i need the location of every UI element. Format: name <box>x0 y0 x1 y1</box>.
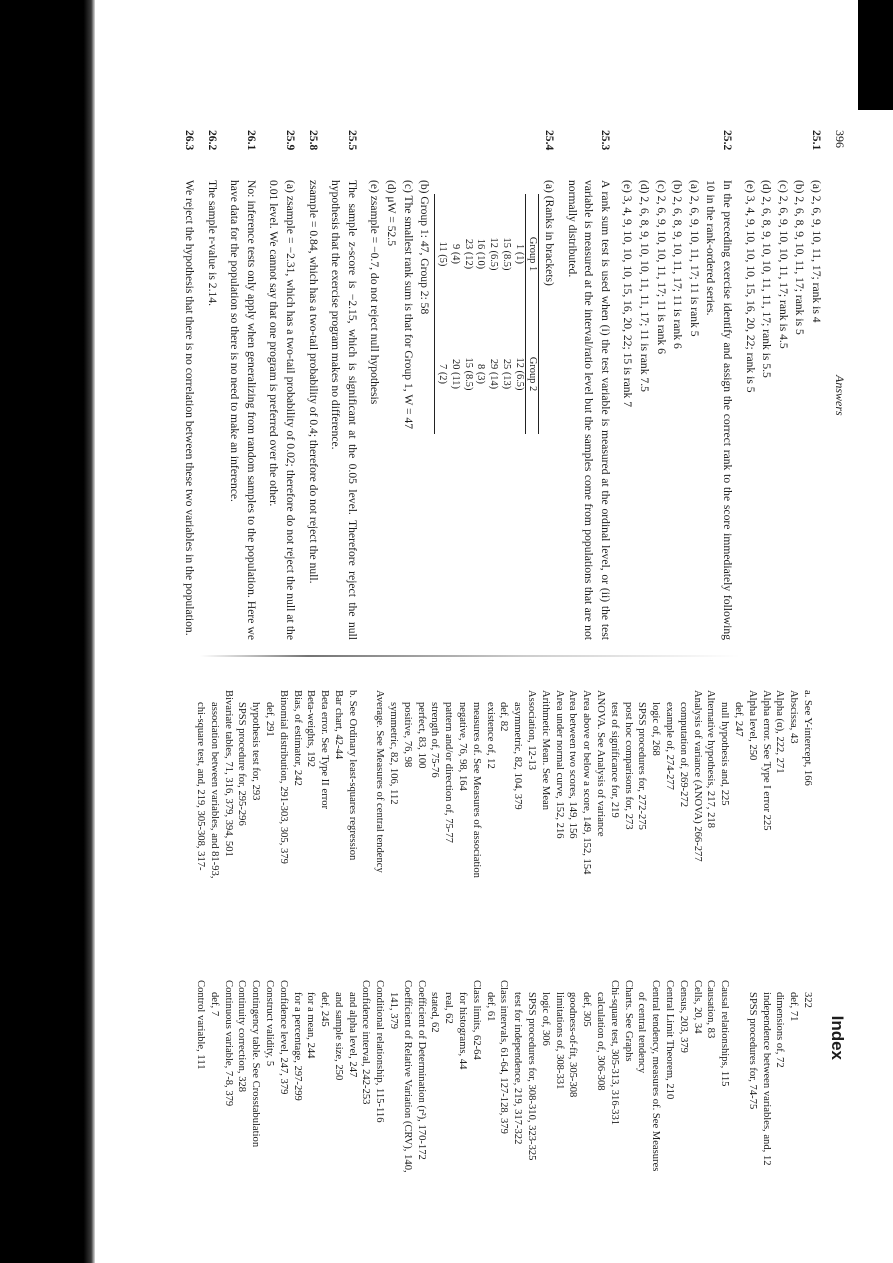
index-entry: Confidence interval, 242-253 <box>360 980 372 1105</box>
index-entry: def, 291 <box>263 702 275 737</box>
index-entry: of central tendency <box>636 992 648 1074</box>
answer-body <box>563 180 613 640</box>
index-entry: Alpha error. See Type I error 225 <box>760 690 772 831</box>
table-row <box>512 194 525 434</box>
index-entry: existence of, 12 <box>484 702 496 769</box>
table-cell: 1 (1) <box>513 244 525 264</box>
index-entry: for histograms, 44 <box>457 992 469 1070</box>
index-entry: perfect, 83, 100 <box>415 702 427 769</box>
index-entry: Causal relationships, 115 <box>719 980 731 1087</box>
index-entry: goodness-of-fit, 305-308 <box>567 992 579 1098</box>
index-entry: Contingency table. See Crosstabulation <box>250 980 262 1148</box>
answers-page <box>183 130 848 640</box>
answer-number: 25.4 <box>543 130 557 151</box>
index-entry: def, 245 <box>319 992 331 1027</box>
index-entry: real, 62 <box>443 992 455 1024</box>
answer-paragraph: (a) zsample = −2.31, which has a two-tail probability of 0.02; therefore do not reject the null at the 0.01 level. We cannot say that one program is preferred over the other. <box>267 180 297 640</box>
index-entry: Association, 12-13 <box>526 690 538 771</box>
answer-paragraph: No: inference tests only apply when generalizing from random samples to the population. Here we have data for the population so there is no need to make an inference. <box>228 180 258 640</box>
answer-line: (e) 3, 4, 9, 10, 10, 10, 15, 16, 20, 22; 15 is rank 7 <box>621 180 635 408</box>
index-entry: Census, 203, 379 <box>677 980 689 1053</box>
index-entry: Continuous variable, 7-8, 379 <box>222 980 234 1107</box>
index-entry: SPSS procedures for, 74-75 <box>746 992 758 1110</box>
index-title: Index <box>828 1015 847 1060</box>
index-entry: Average. See Measures of central tendency <box>374 690 386 873</box>
answer-item <box>265 130 298 640</box>
index-entry: stated, 62 <box>429 992 441 1033</box>
index-entry: Area under normal curve, 152, 216 <box>553 690 565 839</box>
index-entry: measures of. See Measures of association <box>470 702 482 878</box>
index-entry: chi-square test, and, 219, 305-308, 317- <box>194 702 206 871</box>
index-entry: negative, 76, 98, 164 <box>457 702 469 791</box>
answer-item <box>327 130 360 640</box>
index-entry: Central Limit Theorem, 210 <box>664 980 676 1100</box>
table-cell: 8 (3) <box>475 364 487 384</box>
answer-number: 25.8 <box>306 130 320 151</box>
index-entry: Bivariate tables, 71, 316, 379, 394, 501 <box>222 690 234 857</box>
answer-number: 25.9 <box>283 130 297 151</box>
index-entry: def, 82 <box>498 702 510 732</box>
answer-body <box>226 180 259 640</box>
answer-line: (c) The smallest rank sum is that for Group 1, W = 47 <box>401 180 415 429</box>
index-entry: Binomial distribution, 291-303, 305, 379 <box>277 690 289 864</box>
table-row <box>499 194 512 434</box>
answer-line: (e) 3, 4, 9, 10, 10, 10, 15, 16, 20, 22; rank is 5 <box>743 180 757 393</box>
table-cell: 7 (2) <box>435 314 448 434</box>
index-entry: test for independence, 219, 317-322 <box>512 992 524 1145</box>
index-entry: Bias, of estimator, 242 <box>291 690 303 786</box>
index-spacer <box>731 980 745 1250</box>
table-header: Group 2 <box>527 356 539 392</box>
table-row <box>448 194 461 434</box>
index-entry: Area between two scores, 149, 156 <box>567 690 579 839</box>
index-entry: Beta-weights, 192 <box>305 690 317 768</box>
table-cell: 25 (13) <box>500 358 512 390</box>
index-entry: asymmetric, 82, 104, 379 <box>512 702 524 810</box>
answer-line: (b) 2, 6, 8, 9, 10, 11, 17; rank is 5 <box>793 180 807 335</box>
answer-item <box>304 130 321 640</box>
index-entry: Confidence level, 247, 379 <box>277 980 289 1095</box>
index-column-1 <box>193 690 814 960</box>
index-spacer <box>359 690 373 960</box>
page-gutter <box>200 655 740 657</box>
scan-shadow-left <box>0 0 95 1263</box>
index-entry: def, 71 <box>788 992 800 1022</box>
index-entry: test of significance for, 219 <box>608 702 620 818</box>
table-cell: 12 (6.5) <box>513 357 525 391</box>
index-entry: for a mean, 244 <box>305 992 317 1059</box>
answer-body <box>180 180 197 640</box>
index-entry: 141, 379 <box>388 992 400 1030</box>
index-entry: symmetric, 82, 106, 112 <box>388 702 400 805</box>
index-entry: Control variable, 111 <box>194 980 206 1070</box>
index-entry: Abscissa, 43 <box>788 690 800 744</box>
answer-item <box>619 130 735 640</box>
index-entry: def, 7 <box>208 992 220 1017</box>
table-row <box>474 194 487 434</box>
answer-item <box>563 130 613 640</box>
ranks-table <box>434 194 539 434</box>
index-entry: Analysis of variance (ANOVA) 266-277 <box>691 690 703 862</box>
index-entry: b. See Ordinary least-squares regression <box>346 690 358 861</box>
index-entry: Central tendency, measures of. See Measures <box>650 980 662 1172</box>
table-row <box>435 194 448 434</box>
table-cell: 11 (5) <box>435 194 448 314</box>
index-entry: Conditional relationship, 115-116 <box>374 980 386 1123</box>
answer-number: 25.5 <box>345 130 359 151</box>
index-entry: Class intervals, 61-64, 127-128, 379 <box>498 980 510 1134</box>
answer-line: (a) 2, 6, 9, 10, 11, 17; 11 is rank 5 <box>687 180 701 337</box>
answer-line: (e) zsample = −0.7, do not reject null hypothesis <box>368 180 382 405</box>
answer-number: 25.2 <box>721 130 735 151</box>
answer-paragraph: We reject the hypothesis that there is no correlation between these two variables in the population. <box>183 180 196 636</box>
answer-paragraph: A rank sum test is used when (i) the test variable is measured at the ordinal level, or (ii) the test variable is measured at the interval/ratio level but the samples come from populations that are not normally distributed. <box>565 180 612 640</box>
page-number: 396 <box>833 130 847 148</box>
answer-body <box>741 180 824 640</box>
answer-item <box>203 130 220 640</box>
running-head: Answers <box>833 375 847 416</box>
index-entry: calculation of, 306-308 <box>595 992 607 1091</box>
answer-body <box>265 180 298 640</box>
index-entry: Coefficient of Determination (r²), 170-172 <box>415 980 427 1160</box>
table-cell: 15 (8.5) <box>462 357 474 391</box>
answer-line: (d) 2, 6, 8, 9, 10, 10, 11, 11, 17; rank is 5.5 <box>760 180 774 378</box>
index-entry: logic of, 306 <box>539 992 551 1046</box>
answer-number: 26.3 <box>183 130 196 151</box>
index-entry: and alpha level, 247 <box>346 992 358 1078</box>
index-entry: 322 <box>802 992 813 1008</box>
answer-item <box>180 130 197 640</box>
answer-paragraph: The sample z-score is −2.15, which is significant at the 0.05 level. Therefore reject the null hypothesis that the exercise program makes no difference. <box>329 180 359 640</box>
answer-number: 26.1 <box>244 130 258 151</box>
answer-line: (b) Group 1: 47, Group 2: 58 <box>418 180 432 315</box>
table-row <box>486 194 499 434</box>
index-entry: Causation, 83 <box>705 980 717 1039</box>
index-entry: Alpha level, 250 <box>746 690 758 761</box>
table-cell: 9 (4) <box>449 244 461 264</box>
index-entry: example of, 274-277 <box>664 702 676 790</box>
answer-line: (a) 2, 6, 9, 10, 11, 17; rank is 4 <box>810 180 823 323</box>
answer-line: (c) 2, 6, 9, 10, 10, 11, 17; 11 is rank 6 <box>654 180 668 354</box>
index-entry: for a percentage, 297-299 <box>291 992 303 1101</box>
answer-body <box>304 180 321 640</box>
index-entry: and sample size, 250 <box>332 992 344 1081</box>
answer-line: (d) 2, 6, 8, 9, 10, 10, 11, 11, 17; 11 is rank 7.5 <box>638 180 652 392</box>
answer-body <box>366 180 557 640</box>
answer-number: 26.2 <box>205 130 219 151</box>
answer-number: 25.3 <box>598 130 612 151</box>
index-entry: Continuity correction, 328 <box>236 980 248 1093</box>
index-entry: Alpha (α), 222, 271 <box>774 690 786 774</box>
index-entry: Chi-square test, 305-313, 316-331 <box>608 980 620 1126</box>
index-entry: pattern and/or direction of, 75-77 <box>443 702 455 843</box>
table-row <box>461 194 474 434</box>
answers-header <box>826 130 848 640</box>
index-entry: post hoc comparisons for, 273 <box>622 702 634 830</box>
index-entry: computation of, 269-272 <box>677 702 689 808</box>
index-entry: hypothesis test for, 293 <box>250 702 262 801</box>
index-entry: def, 305 <box>581 992 593 1027</box>
scan-shadow-corner <box>858 0 893 110</box>
index-column-2 <box>193 980 814 1250</box>
index-entry: def, 247 <box>733 702 745 737</box>
index-entry: Construct validity, 5 <box>263 980 275 1067</box>
table-cell: 23 (12) <box>462 238 474 270</box>
answer-paragraph: zsample = 0.84, which has a two-tail probability of 0.4; therefore do not reject the null. <box>306 180 320 584</box>
index-entry: a. See Y-intercept, 166 <box>802 690 813 786</box>
answer-body <box>327 180 360 640</box>
table-cell: 20 (11) <box>449 359 461 389</box>
index-entry: Arithmetic Mean. See Mean <box>539 690 551 811</box>
answer-body <box>619 180 735 640</box>
index-entry: association between variables, and 81-93, <box>208 702 220 879</box>
index-entry: Alternative hypothesis, 217, 218 <box>705 690 717 828</box>
index-entry: strength of, 75-76 <box>429 702 441 778</box>
answer-item <box>366 130 557 640</box>
table-label: (a) (Ranks in brackets) <box>543 180 557 286</box>
index-entry: SPSS procedures for, 308-310, 323-325 <box>526 992 538 1161</box>
index-entry: dimensions of, 72 <box>774 992 786 1068</box>
index-entry: Area above or below a score, 149, 152, 154 <box>581 690 593 875</box>
answer-item <box>226 130 259 640</box>
answer-line: (c) 2, 6, 9, 10, 10, 11, 17; rank is 4.5 <box>776 180 790 349</box>
index-entry: ANOVA. See Analysis of variance <box>595 690 607 837</box>
answers-list <box>174 130 824 640</box>
index-columns <box>193 690 814 1250</box>
answer-intro: In the preceding exercise identify and assign the correct rank to the score immediately following 10 in the rank-ordered series. <box>704 180 735 640</box>
index-entry: SPSS procedure for, 295-296 <box>236 702 248 826</box>
answer-line: (b) 2, 6, 8, 9, 10, 11, 17; 11 is rank 6 <box>671 180 685 349</box>
answer-body <box>203 180 220 640</box>
index-entry: limitations of, 308-331 <box>553 992 565 1090</box>
index-page <box>194 690 848 1250</box>
index-entry: Coefficient of Relative Variation (CRV), 140, <box>401 980 413 1173</box>
index-entry: SPSS procedures for, 272-275 <box>636 702 648 830</box>
index-entry: Class limits, 62-64 <box>470 980 482 1060</box>
index-entry: null hypothesis and, 225 <box>719 702 731 806</box>
table-cell: 16 (10) <box>475 238 487 270</box>
index-entry: independence between variables, and, 12 <box>760 992 772 1166</box>
index-entry: Charts. See Graphs <box>622 980 634 1062</box>
index-entry: def, 61 <box>484 992 496 1022</box>
index-entry: logic of, 268 <box>650 702 662 756</box>
table-cell: 15 (8.5) <box>500 237 512 271</box>
answer-number: 25.1 <box>810 130 823 151</box>
answer-paragraph: The sample r-value is 2.14. <box>205 180 219 306</box>
index-entry: Bar chart, 42-44 <box>332 690 344 760</box>
answer-line: (d) μW = 52.5 <box>384 180 398 246</box>
index-entry: Cells, 20, 34 <box>691 980 703 1034</box>
table-cell: 12 (6.5) <box>488 237 500 271</box>
table-cell: 29 (14) <box>488 358 500 390</box>
index-entry: Beta error. See Type II error <box>319 690 331 810</box>
answer-item <box>741 130 824 640</box>
index-entry: positive, 76, 98 <box>401 702 413 768</box>
table-header: Group 1 <box>527 236 539 272</box>
